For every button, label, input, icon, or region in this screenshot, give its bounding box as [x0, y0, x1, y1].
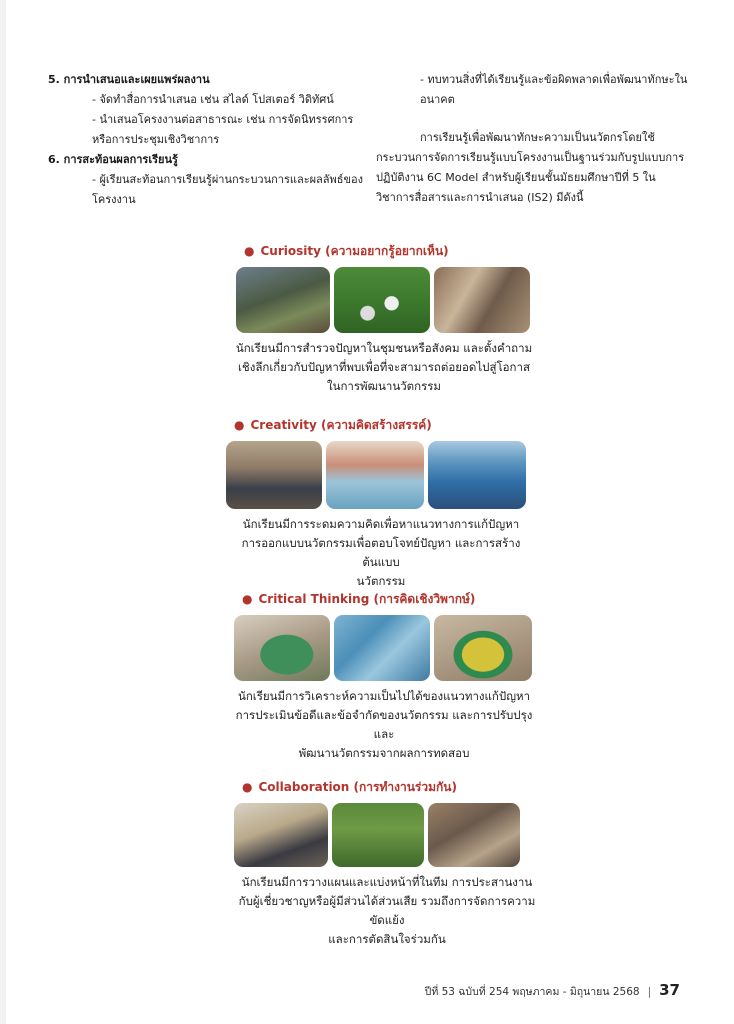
- heading-6: 6. การสะท้อนผลการเรียนรู้: [48, 153, 178, 166]
- page-footer: [425, 981, 680, 1000]
- section-title: Collaboration (การทำงานร่วมกัน): [258, 780, 457, 794]
- bullet-dot-icon: ●: [242, 592, 253, 606]
- photo-net-inspection: [334, 615, 430, 681]
- photo-community-survey: [236, 267, 330, 333]
- section-caption: นักเรียนมีการระดมความคิดเพื่อหาแนวทางการแก้ปัญหา การออกแบบนวัตกรรมเพื่อตอบโจทย์ปัญหา และการสร้างต้นแบบ นวัตกรรม: [241, 517, 521, 588]
- section-collaboration: [234, 778, 540, 949]
- bullet-dot-icon: ●: [244, 244, 255, 258]
- heading-5: 5. การนำเสนอและเผยแพร่ผลงาน: [48, 73, 210, 86]
- section-curiosity: [234, 242, 534, 396]
- section-creativity: [226, 416, 536, 591]
- section-critical-thinking: [234, 590, 534, 763]
- bullet-dot-icon: ●: [242, 780, 253, 794]
- photo-row: [234, 615, 534, 681]
- bullet-text: - จัดทำสื่อการนำเสนอ เช่น สไลด์ โปสเตอร์ วิดิทัศน์: [92, 93, 334, 106]
- section-title: Curiosity (ความอยากรู้อยากเห็น): [260, 244, 449, 258]
- bullet-text: - ผู้เรียนสะท้อนการเรียนรู้ผ่านกระบวนการและผลลัพธ์ของโครงงาน: [92, 173, 363, 206]
- section-caption: นักเรียนมีการสำรวจปัญหาในชุมชนหรือสังคม และตั้งคำถาม เชิงลึกเกี่ยวกับปัญหาที่พบเพื่อที่จะสามารถต่อยอดไปสู่โอกาส ในการพัฒนานวัตกรรม: [235, 341, 533, 393]
- section-caption: นักเรียนมีการวิเคราะห์ความเป็นไปได้ของแนวทางแก้ปัญหา การประเมินข้อดีและข้อจำกัดของนวัตกรรม และการปรับปรุงและ พัฒนานวัตกรรมจากผลการทดสอบ: [235, 689, 533, 760]
- photo-prototype-net: [326, 441, 424, 509]
- photo-field-visit: [334, 267, 430, 333]
- bullet-text: - นำเสนอโครงงานต่อสาธารณะ เช่น การจัดนิทรรศการหรือการประชุมเชิงวิชาการ: [92, 113, 354, 146]
- photo-field-work: [332, 803, 424, 867]
- left-column: [48, 70, 368, 210]
- section-title: Critical Thinking (การคิดเชิงวิพากษ์): [258, 592, 476, 606]
- bullet-dot-icon: ●: [234, 418, 245, 432]
- right-column: [376, 70, 694, 208]
- footer-divider: |: [647, 986, 652, 998]
- intro-paragraph: การเรียนรู้เพื่อพัฒนาทักษะความเป็นนวัตกรโดยใช้กระบวนการจัดการเรียนรู้แบบโครงงานเป็นฐานร่วมกับรูปแบบการปฏิบัติงาน 6C Model สำหรับผู้เรียนชั้นมัธยมศึกษาปีที่ 5 ในวิชาการสื่อสารและการนำเสนอ (IS2) มีดังนี้: [376, 131, 685, 204]
- bullet-text: - ทบทวนสิ่งที่ได้เรียนรู้และข้อผิดพลาดเพื่อพัฒนาทักษะในอนาคต: [420, 73, 688, 106]
- issue-info: ปีที่ 53 ฉบับที่ 254 พฤษภาคม - มิถุนายน 2568: [424, 986, 640, 998]
- section-title: Creativity (ความคิดสร้างสรรค์): [250, 418, 432, 432]
- photo-row: [236, 267, 534, 333]
- photo-row: [234, 803, 540, 867]
- photo-brainstorm: [226, 441, 322, 509]
- photo-tray-test: [234, 615, 330, 681]
- photo-expert-meeting: [428, 803, 520, 867]
- photo-row: [226, 441, 536, 509]
- photo-cocoon-tray: [434, 615, 532, 681]
- page-number: 37: [659, 981, 680, 999]
- photo-interview: [434, 267, 530, 333]
- section-caption: นักเรียนมีการวางแผนและแบ่งหน้าที่ในทีม การประสานงาน กับผู้เชี่ยวชาญหรือผู้มีส่วนได้ส่วนเสีย รวมถึงการจัดการความขัดแย้ง และการตัดสินใจร่วมกัน: [238, 875, 536, 946]
- document-page: [6, 0, 734, 1024]
- photo-prototype-cage: [428, 441, 526, 509]
- photo-team-planning: [234, 803, 328, 867]
